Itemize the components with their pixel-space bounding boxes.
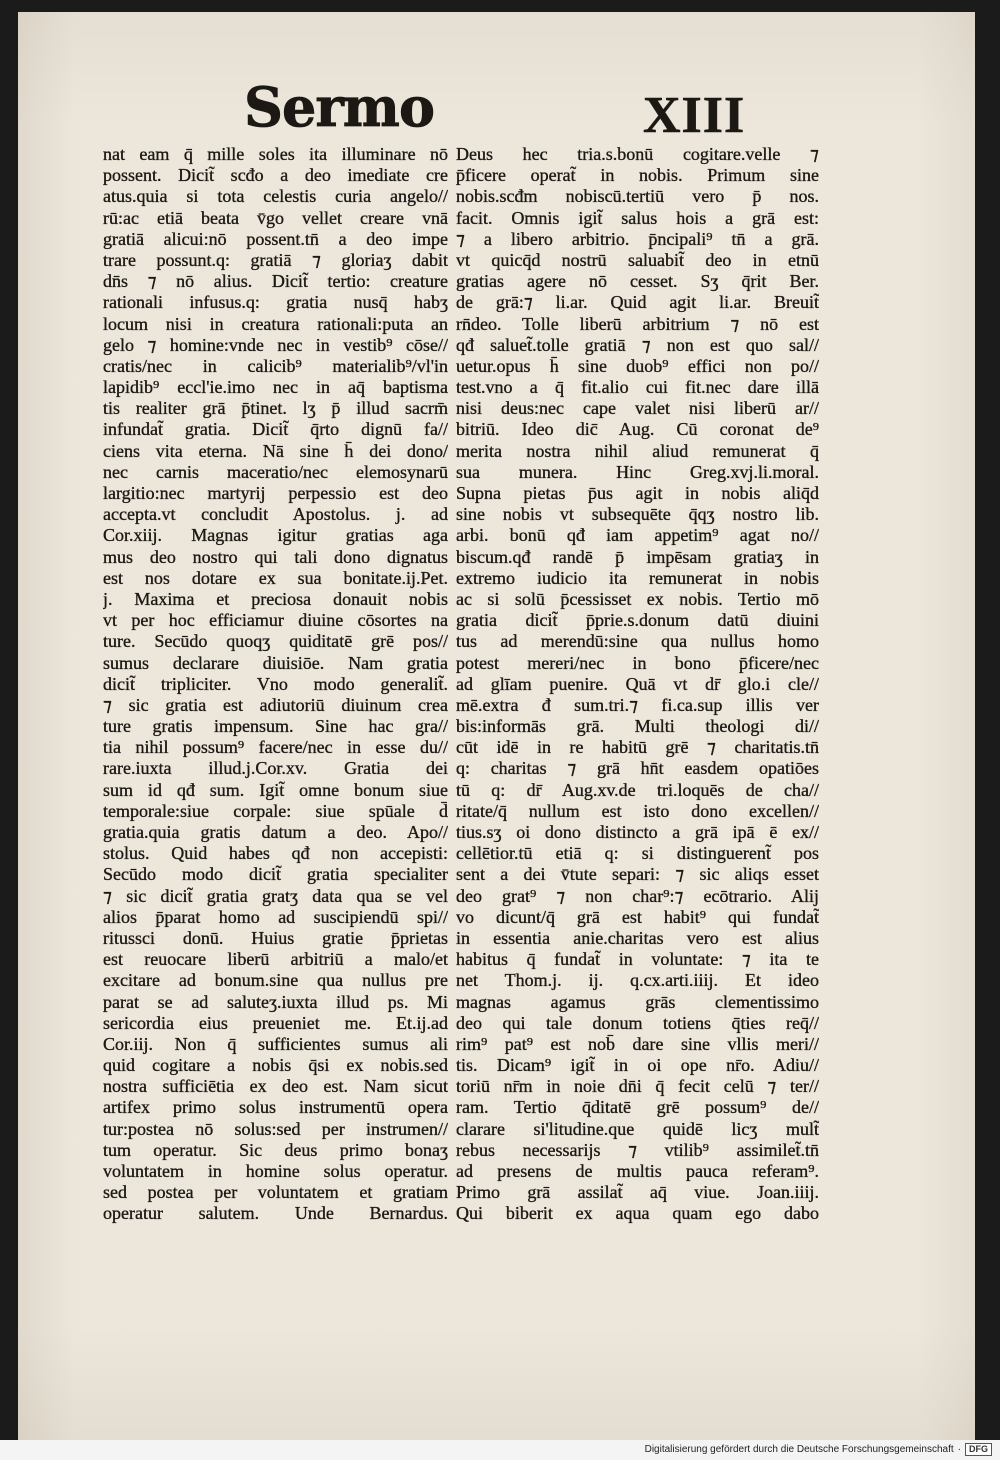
credit-text: Digitalisierung gefördert durch die Deutsche Forschungsgemeinschaft: [644, 1444, 954, 1455]
text-line: excitare ad bonum.sine qua nullus pre: [103, 970, 448, 991]
text-line: Deus hec tria.s.bonū cogitare.velle ⁊: [456, 144, 819, 164]
text-line: merita nostra nihil aliud remunerat q̄: [456, 440, 819, 461]
text-line: est reuocare liberū arbitriū a malo/et: [103, 949, 448, 970]
text-line: vo dicunt/q̄ grā est habit⁹ qui fundat̃: [456, 906, 819, 927]
text-line: tū q: dr̄ Aug.xv.de tri.loquēs de cha//: [456, 779, 819, 800]
text-line: habitus q̄ fundat̃ in voluntate: ⁊ ita te: [456, 949, 819, 970]
text-line: sua munera. Hinc Greg.xvj.li.moral.: [456, 461, 819, 482]
digitization-credit: [645, 1443, 992, 1456]
text-line: mē.extra đ sum.tri.⁊ fi.ca.sup illis ver: [456, 694, 819, 715]
text-line: operatur salutem. Unde Bernardus.: [103, 1203, 448, 1224]
text-line: gratia dicit̃ p̄prie.s.donum datū diuini: [456, 610, 819, 631]
text-line: gratiā alicui:nō possent.tn̄ a deo impe: [103, 228, 448, 249]
text-line: tius.sʒ oi dono distincto a grā ipā ē ex//: [456, 822, 819, 842]
running-title: Sermo: [244, 75, 434, 139]
text-line: tum operatur. Sic deus primo bonaʒ: [103, 1139, 448, 1160]
text-line: toriū nr̄m in noie dn̄i q̄ fecit celū ⁊ ter//: [456, 1076, 819, 1097]
text-line: gratias agere nō cesset. Sʒ q̄rit Ber.: [456, 271, 819, 292]
text-line: dn̄s ⁊ nō alius. Dicit̃ tertio: creature: [103, 271, 448, 292]
text-line: dicit̃ tripliciter. Vno modo generalit̃.: [103, 673, 448, 694]
text-line: deo qui tale donum totiens q̄ties req̄//: [456, 1012, 819, 1033]
text-line: test.vno a q̄ fit.alio cui fit.nec dare illā: [456, 377, 819, 398]
text-line: vt per hoc efficiamur diuine cōsortes na: [103, 610, 448, 631]
text-line: biscum.qđ randē p̄ impēsam gratiaʒ in: [456, 546, 819, 567]
text-line: gratia.quia gratis datum a deo. Apo//: [103, 822, 448, 842]
text-line: ritussci donū. Huius gratie p̄prietas: [103, 927, 448, 948]
text-line: tis realiter grā p̄tinet. lʒ p̄ illud sacrm̄: [103, 398, 448, 419]
text-line: ⁊ a libero arbitrio. p̄ncipali⁹ tn̄ a grā.: [456, 228, 819, 249]
text-line: cūt idē in re habitū grē ⁊ charitatis.tn̄: [456, 737, 819, 758]
text-line: bitriū. Ideo dic̄ Aug. Cū coronat de⁹: [456, 419, 819, 440]
text-line: ciens vita eterna. Nā sine h̄ dei dono/: [103, 440, 448, 461]
text-line: infundat̃ gratia. Dicit̃ q̄rto dignū fa//: [103, 419, 448, 440]
footer-strip: [0, 1440, 1000, 1460]
text-line: qđ saluet̃.tolle gratiā ⁊ non est quo sal//: [456, 334, 819, 355]
text-line: sent a dei v̄tute separi: ⁊ sic aliqs esset: [456, 864, 819, 885]
left-column: [103, 144, 448, 1225]
text-line: lapidib⁹ eccl'ie.imo nec in aq̄ baptisma: [103, 377, 448, 398]
text-line: bis:informās grā. Multi theologi di//: [456, 716, 819, 737]
text-line: rebus necessarijs ⁊ vtilib⁹ assimilet̃.tn̄: [456, 1139, 819, 1160]
text-line: magnas agamus grās clementissimo: [456, 991, 819, 1012]
text-line: atus.quia si tota celestis curia angelo//: [103, 186, 448, 207]
text-line: alios p̄parat homo ad suscipiendū spi//: [103, 906, 448, 927]
text-line: rū:ac etiā beata v̄go vellet creare vnā: [103, 207, 448, 228]
text-line: Supna pietas p̄us agit in nobis aliq̄d: [456, 483, 819, 503]
text-line: gelo ⁊ homine:vnde nec in vestib⁹ cōse//: [103, 334, 448, 355]
text-line: parat se ad saluteʒ.iuxta illud ps. Mi: [103, 991, 448, 1012]
text-line: tus ad merendū:sine qua nullus homo: [456, 631, 819, 652]
text-line: nisi deus:nec cape valet nisi liberū ar//: [456, 398, 819, 419]
text-line: ad presens de multis pauca referam⁹.: [456, 1161, 819, 1181]
text-line: nobis.scđm nobiscū.tertiū vero p̄ nos.: [456, 186, 819, 207]
text-line: rim⁹ pat⁹ est nob̄ dare sine vllis meri//: [456, 1033, 819, 1054]
text-line: extremo iudicio ita remunerat in nobis: [456, 567, 819, 588]
text-line: Primo grā assilat̃ aq̄ viue. Joan.iiij.: [456, 1182, 819, 1203]
text-line: rationali infusus.q: gratia nusq̄ habʒ: [103, 292, 448, 313]
text-line: rn̄deo. Tolle liberū arbitrium ⁊ nō est: [456, 313, 819, 334]
text-line: net Thom.j. ij. q.cx.arti.iiij. Et ideo: [456, 970, 819, 991]
text-line: de grā:⁊ li.ar. Quid agit li.ar. Breuit̃: [456, 292, 819, 313]
text-line: locum nisi in creatura rationali:puta an: [103, 313, 448, 334]
text-line: tis. Dicam⁹ igit̃ in oi ope nr̄o. Adiu//: [456, 1055, 819, 1076]
text-line: temporale:siue corpale: siue spūale d̄: [103, 800, 448, 821]
text-line: trare possunt.q: gratiā ⁊ gloriaʒ dabit: [103, 249, 448, 270]
text-line: ram. Tertio q̄ditatē grē possum⁹ de//: [456, 1097, 819, 1118]
text-line: arbi. bonū qđ iam appetim⁹ agat no//: [456, 525, 819, 546]
text-line: sumus declarare diuisiōe. Nam gratia: [103, 652, 448, 673]
text-line: ac si solū p̄cessisset ex nobis. Tertio mō: [456, 588, 819, 609]
sermon-number: XIII: [643, 87, 746, 144]
text-line: ⁊ sic gratia est adiutoriū diuinum crea: [103, 694, 448, 715]
text-line: j. Maxima et preciosa donauit nobis: [103, 588, 448, 609]
text-line: largitio:nec martyrij perpessio est deo: [103, 483, 448, 503]
text-line: Cor.iij. Non q̄ sufficientes sumus ali: [103, 1033, 448, 1054]
text-line: facit. Omnis igit̃ salus hois a grā est:: [456, 207, 819, 228]
text-line: stolus. Quid habes qđ non accepisti:: [103, 843, 448, 864]
text-line: artifex primo solus instrumentū opera: [103, 1097, 448, 1118]
text-line: est nos dotare ex sua bonitate.ij.Pet.: [103, 567, 448, 588]
text-line: clarare si'litudine.que quidē licʒ mult̃: [456, 1118, 819, 1139]
text-line: sericordia eius preueniet me. Et.ij.ad: [103, 1012, 448, 1033]
text-line: in essentia anie.charitas vero est alius: [456, 927, 819, 948]
text-line: sed postea per voluntatem et gratiam: [103, 1182, 448, 1203]
text-line: cratis/nec in calicib⁹ materialib⁹/vl'in: [103, 355, 448, 376]
text-line: ture gratis impensum. Sine hac gra//: [103, 716, 448, 737]
text-line: ⁊ sic dicit̃ gratia gratʒ data qua se vel: [103, 885, 448, 906]
book-page: [18, 12, 975, 1440]
text-line: Qui biberit ex aqua quam ego dabo: [456, 1203, 819, 1224]
text-line: tur:postea nō solus:sed per instrumen//: [103, 1118, 448, 1139]
text-line: sum id qđ sum. Igit̃ omne bonum siue: [103, 779, 448, 800]
text-line: uetur.opus h̄ sine duob⁹ effici non po//: [456, 355, 819, 376]
text-line: q: charitas ⁊ grā hn̄t easdem opatiōes: [456, 758, 819, 779]
right-column: [456, 144, 819, 1225]
text-line: potest mereri/nec in bono p̄ficere/nec: [456, 652, 819, 673]
text-line: deo grat⁹ ⁊ non char⁹:⁊ ecōtrario. Alij: [456, 885, 819, 906]
text-line: accepta.vt concludit Apostolus. j. ad: [103, 504, 448, 525]
dfg-logo: DFG: [965, 1443, 992, 1456]
text-line: p̄ficere operat̃ in nobis. Primum sine: [456, 165, 819, 186]
text-line: mus deo nostro qui tali dono dignatus: [103, 546, 448, 567]
text-line: ritate/q̄ nullum est isto dono excellen//: [456, 800, 819, 821]
text-line: nostra sufficiētia ex deo est. Nam sicut: [103, 1076, 448, 1097]
text-line: nec carnis maceratio/nec elemosynarū: [103, 461, 448, 482]
text-line: cellētior.tū etiā q: si distinguerent̃ pos: [456, 843, 819, 864]
text-line: ad glīam puenire. Quā vt dr̄ glo.i cle//: [456, 673, 819, 694]
text-line: Cor.xiij. Magnas igitur gratias aga: [103, 525, 448, 546]
text-line: voluntatem in homine solus operatur.: [103, 1161, 448, 1181]
text-line: tia nihil possum⁹ facere/nec in esse du//: [103, 737, 448, 758]
text-line: quid cogitare a nobis q̄si ex nobis.sed: [103, 1055, 448, 1076]
text-line: ture. Secūdo quoqʒ quiditatē grē pos//: [103, 631, 448, 652]
credit-separator: ·: [957, 1444, 961, 1455]
text-line: Secūdo modo dicit̃ gratia specialiter: [103, 864, 448, 885]
text-line: sine nobis vt subsequēte q̄qʒ nostro lib.: [456, 504, 819, 525]
text-line: vt quicq̄d nostrū saluabit̃ deo in etnū: [456, 249, 819, 270]
text-line: nat eam q̄ mille soles ita illuminare nō: [103, 144, 448, 164]
text-line: possent. Dicit̃ scđo a deo imediate cre: [103, 165, 448, 186]
text-line: rare.iuxta illud.j.Cor.xv. Gratia dei: [103, 758, 448, 779]
